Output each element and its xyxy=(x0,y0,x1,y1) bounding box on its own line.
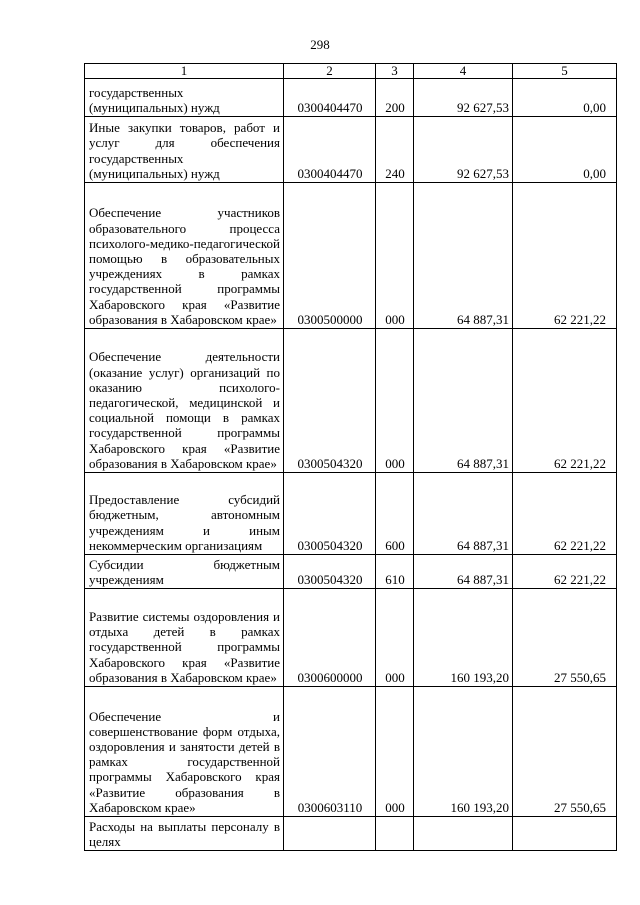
row-value-col4 xyxy=(414,817,513,851)
row-name: государственных (муниципальных) нужд xyxy=(85,79,284,117)
header-cell-3: 3 xyxy=(376,64,414,79)
row-value-col5: 62 221,22 xyxy=(513,473,617,555)
row-name: Предоставление субсидий бюджетным, автономным учреждениям и иным некоммерческим организациям xyxy=(85,473,284,555)
row-value-col4: 160 193,20 xyxy=(414,687,513,817)
row-name: Обеспечение и совершенствование форм отдыха, оздоровления и занятости детей в рамках государственной программы Хабаровского края «Развитие образования в Хабаровском крае» xyxy=(85,687,284,817)
table-row xyxy=(85,687,617,817)
table-row xyxy=(85,183,617,329)
header-cell-4: 4 xyxy=(414,64,513,79)
row-kind xyxy=(376,817,414,851)
row-code: 0300500000 xyxy=(284,183,376,329)
row-name: Развитие системы оздоровления и отдыха детей в рамках государственной программы Хабаровского края «Развитие образования в Хабаровском крае» xyxy=(85,589,284,687)
table-row xyxy=(85,589,617,687)
table-row xyxy=(85,473,617,555)
row-name: Субсидии бюджетным учреждениям xyxy=(85,555,284,589)
row-value-col4: 64 887,31 xyxy=(414,329,513,473)
table-row xyxy=(85,555,617,589)
row-value-col5: 0,00 xyxy=(513,117,617,183)
row-value-col5: 62 221,22 xyxy=(513,183,617,329)
row-kind: 610 xyxy=(376,555,414,589)
row-value-col4: 64 887,31 xyxy=(414,555,513,589)
header-cell-1: 1 xyxy=(85,64,284,79)
row-value-col5 xyxy=(513,817,617,851)
row-kind: 600 xyxy=(376,473,414,555)
row-value-col4: 64 887,31 xyxy=(414,473,513,555)
budget-table xyxy=(84,63,617,851)
row-code: 0300603110 xyxy=(284,687,376,817)
row-name: Расходы на выплаты персоналу в целях xyxy=(85,817,284,851)
page-number: 298 xyxy=(310,37,330,52)
row-name: Обеспечение деятельности (оказание услуг) организаций по оказанию психолого-педагогической, медицинской и социальной помощи в рамках государственной программы Хабаровского края «Развитие образования в Хабаровском крае» xyxy=(85,329,284,473)
row-value-col5: 62 221,22 xyxy=(513,329,617,473)
table-row xyxy=(85,117,617,183)
row-value-col4: 64 887,31 xyxy=(414,183,513,329)
row-value-col5: 27 550,65 xyxy=(513,687,617,817)
row-code: 0300404470 xyxy=(284,117,376,183)
row-code: 0300504320 xyxy=(284,555,376,589)
row-kind: 000 xyxy=(376,329,414,473)
row-value-col4: 92 627,53 xyxy=(414,79,513,117)
table-row xyxy=(85,817,617,851)
header-row xyxy=(85,64,617,79)
row-code: 0300404470 xyxy=(284,79,376,117)
row-code: 0300504320 xyxy=(284,473,376,555)
row-code: 0300504320 xyxy=(284,329,376,473)
row-kind: 000 xyxy=(376,589,414,687)
row-value-col4: 92 627,53 xyxy=(414,117,513,183)
row-kind: 000 xyxy=(376,687,414,817)
row-kind: 200 xyxy=(376,79,414,117)
row-kind: 240 xyxy=(376,117,414,183)
row-value-col5: 62 221,22 xyxy=(513,555,617,589)
header-cell-2: 2 xyxy=(284,64,376,79)
row-kind: 000 xyxy=(376,183,414,329)
row-value-col5: 0,00 xyxy=(513,79,617,117)
row-name: Обеспечение участников образовательного процесса психолого-медико-педагогической помощью в образовательных учреждениях в рамках государственной программы Хабаровского края «Развитие образования в Хабаровском крае» xyxy=(85,183,284,329)
row-name: Иные закупки товаров, работ и услуг для обеспечения государственных (муниципальных) нужд xyxy=(85,117,284,183)
row-value-col4: 160 193,20 xyxy=(414,589,513,687)
table-row xyxy=(85,79,617,117)
row-code: 0300600000 xyxy=(284,589,376,687)
row-code xyxy=(284,817,376,851)
table-row xyxy=(85,329,617,473)
row-value-col5: 27 550,65 xyxy=(513,589,617,687)
header-cell-5: 5 xyxy=(513,64,617,79)
